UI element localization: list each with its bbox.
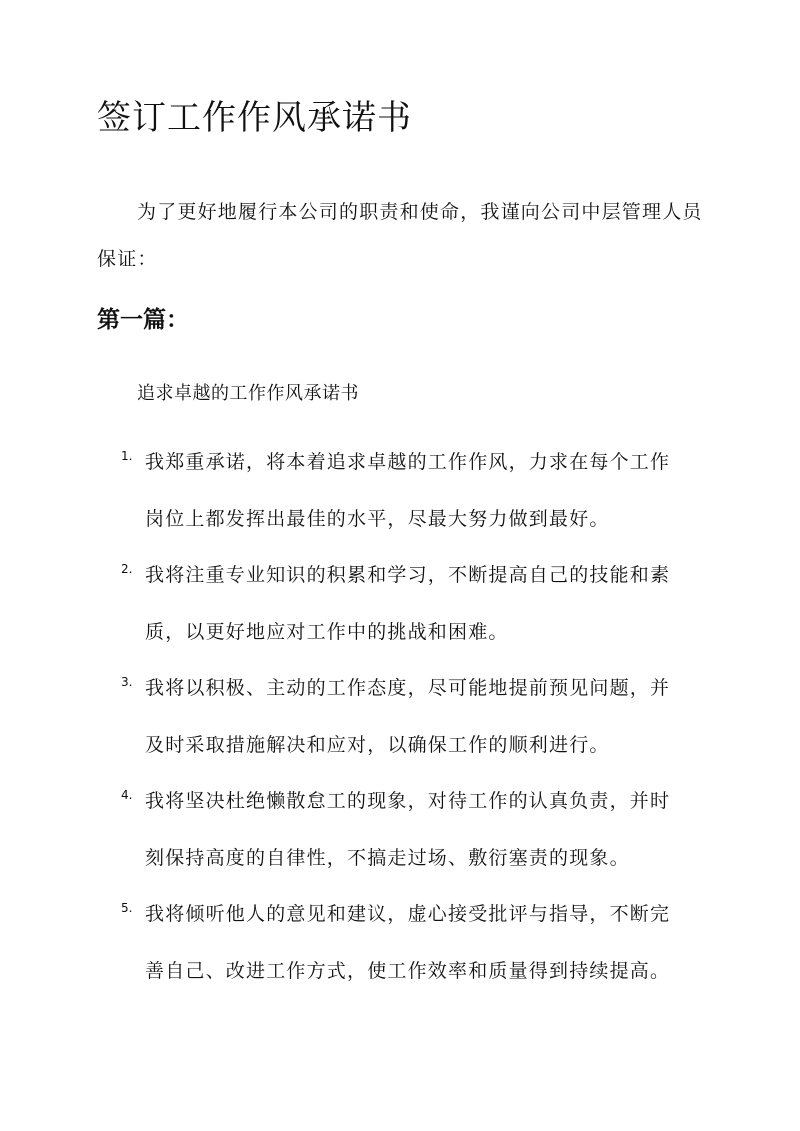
list-item-text: 我郑重承诺，将本着追求卓越的工作作风，力求在每个工作岗位上都发挥出最佳的水平，尽最大努力做到最好。	[145, 451, 671, 530]
list-item	[0, 660, 800, 760]
list-item-number: 4.	[121, 788, 133, 802]
list-item-number: 1.	[121, 449, 133, 463]
list-item	[0, 886, 800, 986]
list-item-number: 3.	[121, 675, 133, 689]
list-item-number: 2.	[121, 562, 133, 576]
list-item-text: 我将注重专业知识的积累和学习，不断提高自己的技能和素质，以更好地应对工作中的挑战和困难。	[145, 564, 671, 643]
list-item-text: 我将倾听他人的意见和建议，虚心接受批评与指导，不断完善自己、改进工作方式，使工作效率和质量得到持续提高。	[145, 903, 671, 982]
list-item-text: 我将坚决杜绝懒散怠工的现象，对待工作的认真负责，并时刻保持高度的自律性，不搞走过场、敷衍塞责的现象。	[145, 790, 671, 869]
list-item	[0, 773, 800, 873]
list-item	[0, 434, 800, 534]
section-heading: 第一篇：	[97, 307, 189, 333]
list-item-number: 5.	[121, 901, 133, 915]
intro-paragraph: 为了更好地履行本公司的职责和使命，我谨向公司中层管理人员保证：	[97, 201, 703, 270]
section-subtitle: 追求卓越的工作作风承诺书	[137, 383, 359, 404]
list-item-text: 我将以积极、主动的工作态度，尽可能地提前预见问题，并及时采取措施解决和应对，以确保工作的顺利进行。	[145, 677, 671, 756]
list-item	[0, 547, 800, 647]
document-title: 签订工作作风承诺书	[97, 98, 412, 138]
